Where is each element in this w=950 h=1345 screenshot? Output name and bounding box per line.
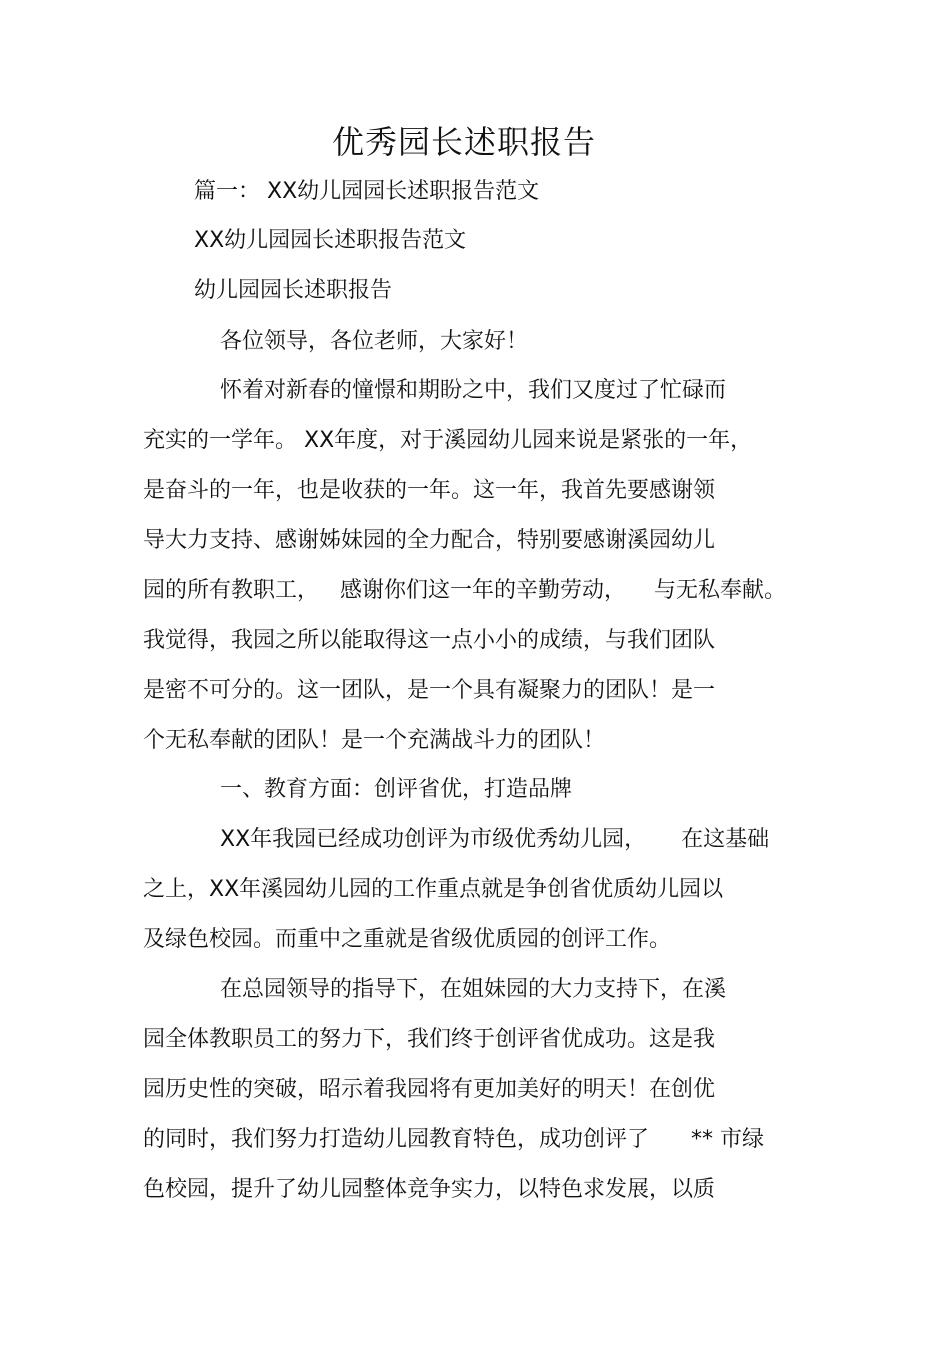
- text-line-2: XX幼儿园园长述职报告范文: [194, 228, 467, 253]
- text-line-6: 充实的一学年。 XX年度，对于溪园幼儿园来说是紧张的一年，: [143, 428, 753, 453]
- text-line-17: 在总园领导的指导下，在姐妹园的大力支持下，在溪: [220, 977, 727, 1002]
- text-line-11: 是密不可分的。这一团队，是一个具有凝聚力的团队！是一: [143, 678, 716, 703]
- text-line-1: 篇一： XX幼儿园园长述职报告范文: [194, 179, 540, 204]
- text-line-8: 导大力支持、感谢姊妹园的全力配合，特别要感谢溪园幼儿: [143, 528, 716, 553]
- text-line-7: 是奋斗的一年，也是收获的一年。这一年，我首先要感谢领: [143, 478, 716, 503]
- text-line-21: 色校园，提升了幼儿园整体竞争实力，以特色求发展，以质: [143, 1177, 716, 1202]
- text-line-18: 园全体教职员工的努力下，我们终于创评省优成功。这是我: [143, 1027, 716, 1052]
- text-line-12: 个无私奉献的团队！是一个充满战斗力的团队！: [143, 728, 606, 753]
- section-heading: 一、教育方面：创评省优，打造品牌: [220, 777, 573, 802]
- text-line-16: 及绿色校园。而重中之重就是省级优质园的创评工作。: [143, 927, 672, 952]
- text-line-14: XX年我园已经成功创评为市级优秀幼儿园， 在这基础: [220, 827, 770, 852]
- text-line-15: 之上，XX年溪园幼儿园的工作重点就是争创省优质幼儿园以: [143, 877, 724, 902]
- document-title: 优秀园长述职报告: [331, 123, 596, 161]
- text-line-20: 的同时，我们努力打造幼儿园教育特色，成功创评了 ** 市绿: [143, 1127, 764, 1152]
- text-line-3: 幼儿园园长述职报告: [194, 278, 393, 303]
- text-line-19: 园历史性的突破，昭示着我园将有更加美好的明天！在创优: [143, 1077, 716, 1102]
- text-line-4: 各位领导，各位老师，大家好！: [220, 329, 529, 354]
- text-line-10: 我觉得，我园之所以能取得这一点小小的成绩，与我们团队: [143, 628, 716, 653]
- text-line-5: 怀着对新春的憧憬和期盼之中，我们又度过了忙碌而: [220, 378, 727, 403]
- text-line-9: 园的所有教职工， 感谢你们这一年的辛勤劳动， 与无私奉献。: [143, 578, 786, 603]
